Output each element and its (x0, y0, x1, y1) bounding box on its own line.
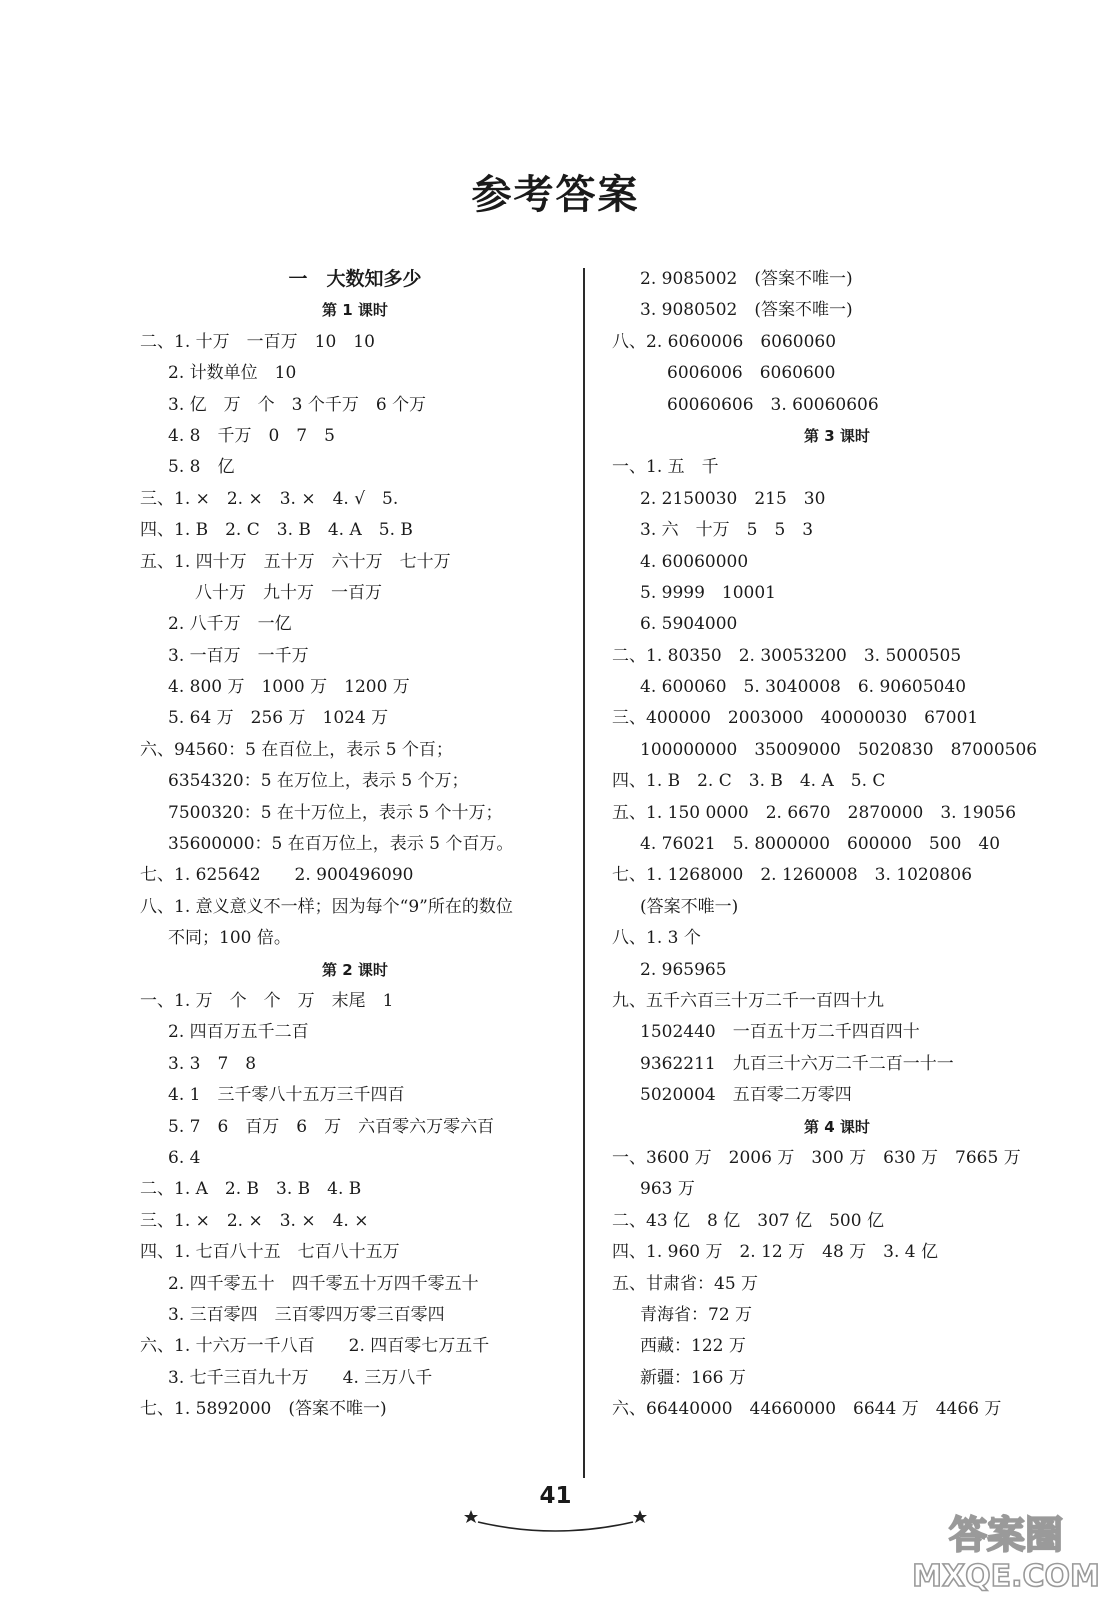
answer-line: 35600000：5 在百万位上，表示 5 个百万。 (168, 834, 514, 855)
answer-line: 7500320：5 在十万位上，表示 5 个十万； (168, 802, 503, 823)
lesson-heading: 第 3 课时 (804, 426, 870, 445)
answer-line: 西藏：122 万 (640, 1336, 746, 1357)
svg-text:答案圈: 答案圈 (948, 1513, 1064, 1557)
page-number: 41 (539, 1483, 572, 1509)
answer-line: 2. 9085002 (答案不唯一) (640, 269, 853, 289)
answer-line: 4. 8 千万 0 7 5 (168, 425, 335, 446)
answer-line: 九、五千六百三十万二千一百四十九 (612, 990, 884, 1011)
answer-line: 2. 计数单位 10 (168, 363, 297, 384)
answer-line: 五、甘肃省：45 万 (612, 1273, 759, 1294)
answer-line: 5020004 五百零二万零四 (640, 1085, 852, 1106)
answer-line: 1502440 一百五十万二千四百四十 (640, 1022, 920, 1043)
answer-line: (答案不唯一) (640, 896, 739, 917)
answer-line: 6. 4 (168, 1147, 201, 1168)
answer-line: 5. 7 6 百万 6 万 六百零六万零六百 (168, 1116, 495, 1137)
answer-line: 五、1. 四十万 五十万 六十万 七十万 (140, 551, 451, 572)
answer-line: 2. 2150030 215 30 (640, 488, 826, 509)
column-divider (583, 268, 585, 1478)
answer-line: 二、1. 80350 2. 30053200 3. 5000505 (612, 645, 962, 666)
right-answer-column (612, 264, 1062, 1425)
lesson-heading: 第 4 课时 (804, 1117, 870, 1136)
answer-line: 四、1. B 2. C 3. B 4. A 5. B (140, 520, 413, 541)
chapter-heading: 一 大数知多少 (288, 268, 422, 290)
answer-line: 六、1. 十六万一千八百 2. 四百零七万五千 (140, 1336, 490, 1357)
answer-line: 八、1. 3 个 (612, 928, 701, 949)
answer-line: 60060606 3. 60060606 (667, 394, 879, 415)
answer-line: 963 万 (640, 1179, 695, 1200)
answer-line: 七、1. 625642 2. 900496090 (140, 865, 414, 886)
answer-line: 2. 八千万 一亿 (168, 614, 292, 635)
answer-line: 六、66440000 44660000 6644 万 4466 万 (612, 1399, 1002, 1420)
answer-line: 3. 一百万 一千万 (168, 645, 309, 666)
answer-line: 6. 5904000 (640, 614, 738, 635)
answer-line: 青海省：72 万 (640, 1304, 753, 1325)
answer-line: 四、1. B 2. C 3. B 4. A 5. C (612, 771, 886, 792)
answer-line: 二、1. 十万 一百万 10 10 (140, 331, 375, 352)
answer-line: 4. 600060 5. 3040008 6. 90605040 (640, 677, 967, 698)
answer-line: 四、1. 七百八十五 七百八十五万 (140, 1242, 400, 1263)
answer-line: 不同；100 倍。 (168, 928, 291, 949)
answer-line: 3. 六 十万 5 5 3 (640, 520, 814, 541)
answer-line: 5. 8 亿 (168, 457, 235, 478)
answer-line: 一、1. 万 个 个 万 末尾 1 (140, 990, 394, 1011)
answer-line: 4. 76021 5. 8000000 600000 500 40 (640, 834, 1001, 855)
answer-line: 3. 亿 万 个 3 个千万 6 个万 (168, 394, 427, 415)
answer-line: 一、1. 五 千 (612, 457, 719, 478)
answer-line: 七、1. 1268000 2. 1260008 3. 1020806 (612, 865, 973, 886)
answer-line: 6006006 6060600 (667, 363, 836, 384)
answer-line: 四、1. 960 万 2. 12 万 48 万 3. 4 亿 (612, 1242, 939, 1263)
answer-line: 100000000 35009000 5020830 87000506 (640, 739, 1038, 760)
answer-line: 2. 四百万五千二百 (168, 1022, 309, 1043)
answer-line: 七、1. 5892000 (答案不唯一) (140, 1399, 387, 1420)
answer-line: 5. 64 万 256 万 1024 万 (168, 708, 389, 729)
answer-line: 4. 60060000 (640, 551, 749, 572)
star-ornament-icon (463, 1500, 648, 1536)
left-answer-column (140, 264, 570, 1425)
svg-text:MXQE.COM: MXQE.COM (912, 1559, 1100, 1594)
answer-line: 5. 9999 10001 (640, 582, 776, 603)
answer-line: 一、3600 万 2006 万 300 万 630 万 7665 万 (612, 1147, 1021, 1168)
answer-line: 六、94560：5 在百位上，表示 5 个百； (140, 739, 453, 760)
answer-line: 八、2. 6060006 6060060 (612, 331, 837, 352)
page-title: 参考答案 (471, 172, 640, 218)
watermark-logo-icon (906, 1502, 1106, 1594)
answer-line: 9362211 九百三十六万二千二百一十一 (640, 1053, 954, 1074)
answer-line: 2. 四千零五十 四千零五十万四千零五十 (168, 1273, 479, 1294)
lesson-heading: 第 2 课时 (322, 960, 388, 979)
answer-line: 新疆：166 万 (640, 1367, 746, 1388)
answer-line: 八、1. 意义意义不一样；因为每个“9”所在的数位 (140, 896, 513, 917)
answer-line: 3. 9080502 (答案不唯一) (640, 300, 853, 321)
answer-line: 三、1. × 2. × 3. × 4. √ 5. (140, 488, 399, 509)
answer-line: 4. 1 三千零八十五万三千四百 (168, 1085, 405, 1106)
answer-line: 3. 七千三百九十万 4. 三万八千 (168, 1367, 433, 1388)
answer-line: 八十万 九十万 一百万 (195, 582, 382, 603)
answer-line: 三、400000 2003000 40000030 67001 (612, 708, 979, 729)
answer-line: 6354320：5 在万位上，表示 5 个万； (168, 771, 469, 792)
answer-line: 二、43 亿 8 亿 307 亿 500 亿 (612, 1210, 884, 1231)
answer-line: 三、1. × 2. × 3. × 4. × (140, 1210, 369, 1231)
answer-line: 3. 3 7 8 (168, 1053, 257, 1074)
answer-line: 4. 800 万 1000 万 1200 万 (168, 677, 410, 698)
lesson-heading: 第 1 课时 (322, 301, 388, 320)
answer-line: 2. 965965 (640, 959, 727, 980)
answer-line: 3. 三百零四 三百零四万零三百零四 (168, 1304, 445, 1325)
answer-line: 五、1. 150 0000 2. 6670 2870000 3. 19056 (612, 802, 1017, 823)
answer-line: 二、1. A 2. B 3. B 4. B (140, 1179, 362, 1200)
